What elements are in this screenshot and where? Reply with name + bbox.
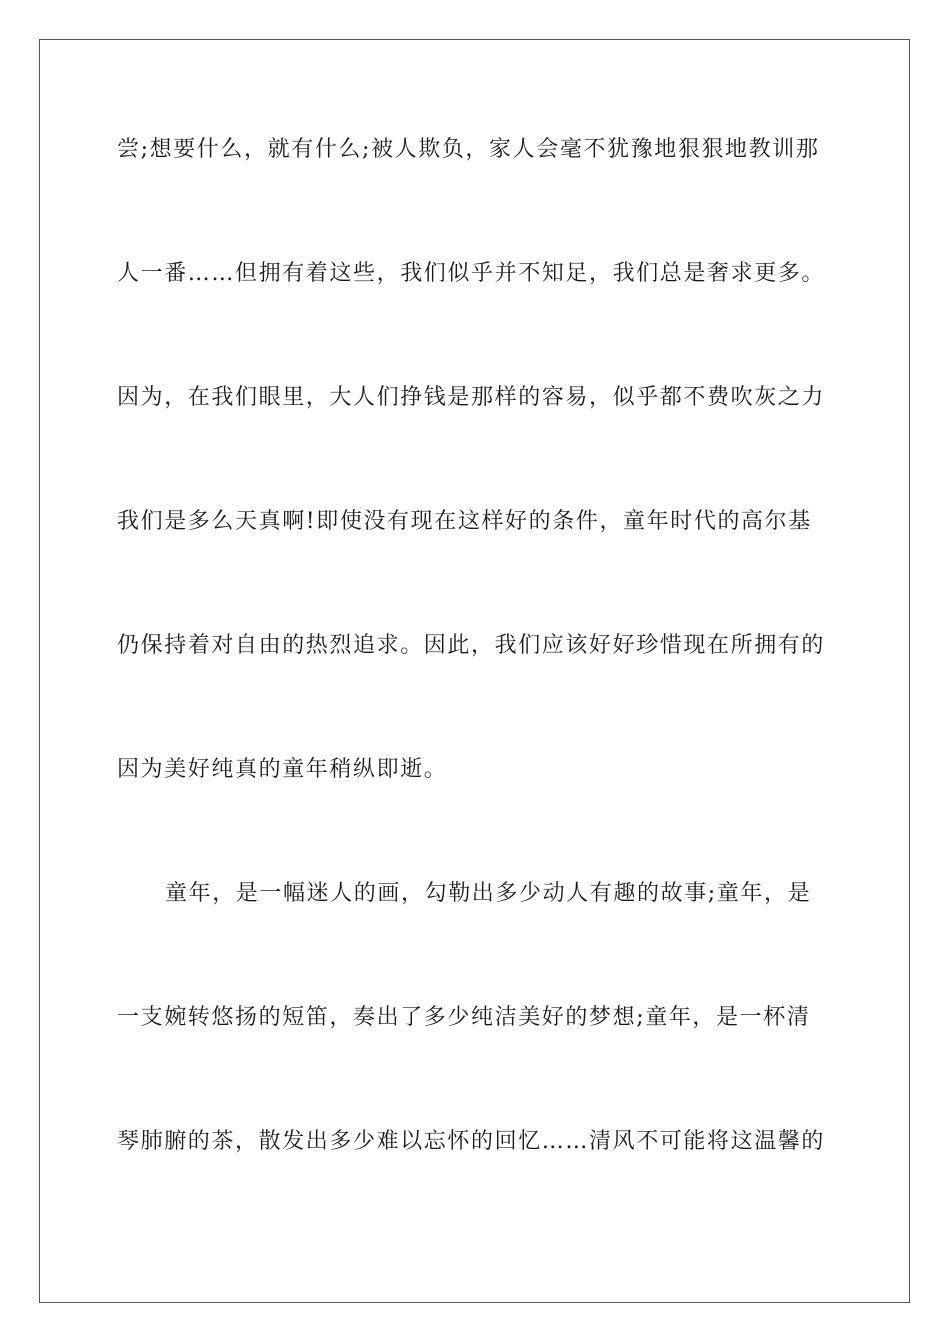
text-line: 因为，在我们眼里，大人们挣钱是那样的容易，似乎都不费吹灰之力	[117, 385, 826, 410]
text-line: 琴肺腑的茶，散发出多少难以忘怀的回忆……清风不可能将这温馨的	[117, 1129, 826, 1154]
text-line: 因为美好纯真的童年稍纵即逝。	[117, 757, 448, 782]
text-line: 人一番……但拥有着这些，我们似乎并不知足，我们总是奢求更多。	[117, 261, 826, 286]
text-line: 仍保持着对自由的热烈追求。因此，我们应该好好珍惜现在所拥有的	[117, 633, 826, 658]
paragraph-first-line: 童年，是一幅迷人的画，勾勒出多少动人有趣的故事;童年，是	[165, 881, 812, 906]
text-line: 我们是多么天真啊!即使没有现在这样好的条件，童年时代的高尔基	[117, 509, 812, 534]
page-border	[39, 39, 910, 1303]
text-line: 一支婉转悠扬的短笛，奏出了多少纯洁美好的梦想;童年，是一杯清	[117, 1005, 811, 1030]
text-line: 尝;想要什么，就有什么;被人欺负，家人会毫不犹豫地狠狠地教训那	[117, 137, 820, 162]
